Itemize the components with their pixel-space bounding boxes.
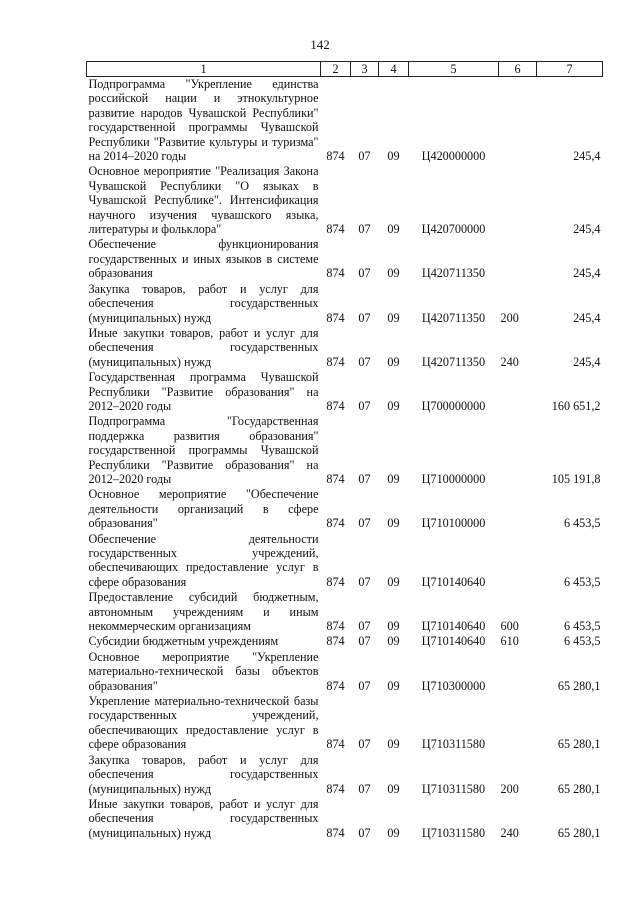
- row-amount-cell: 245,4: [573, 354, 601, 369]
- row-target-article-cell: Ц710311580: [421, 781, 486, 796]
- row-expense-type-cell: [499, 694, 537, 753]
- row-admin-cell: 874: [326, 516, 345, 531]
- row-subsection-cell: 09: [387, 574, 400, 589]
- row-name-cell: Основное мероприятие "Обеспечение деятельности организаций в сфере образования": [88, 487, 319, 531]
- row-target-article-cell: Ц420711350: [421, 354, 486, 369]
- row-amount-cell: 105 191,8: [551, 471, 601, 486]
- table-header: [87, 62, 603, 77]
- row-section-cell: 07: [358, 516, 371, 531]
- table-row: [87, 487, 603, 531]
- row-admin-cell: 874: [326, 266, 345, 281]
- row-expense-type-cell: [499, 237, 537, 281]
- row-target-article-cell: Ц710300000: [421, 678, 486, 693]
- row-section-cell: 07: [358, 634, 371, 649]
- row-name-cell: Субсидии бюджетным учреждениям: [88, 634, 279, 649]
- row-admin-cell: 874: [326, 678, 345, 693]
- row-target-article-cell: Ц420700000: [421, 222, 486, 237]
- row-admin-cell: 874: [326, 574, 345, 589]
- row-target-article-cell: Ц420711350: [421, 266, 486, 281]
- table-row: [87, 370, 603, 414]
- row-subsection-cell: 09: [387, 222, 400, 237]
- table-row: [87, 650, 603, 694]
- row-amount-cell: 65 280,1: [557, 737, 601, 752]
- row-subsection-cell: 09: [387, 678, 400, 693]
- row-subsection-cell: 09: [387, 619, 400, 634]
- row-name-cell: Основное мероприятие "Укрепление материально-технической базы объектов образования": [88, 649, 319, 693]
- row-subsection-cell: 09: [387, 825, 400, 840]
- row-amount-cell: 245,4: [573, 222, 601, 237]
- row-admin-cell: 874: [326, 737, 345, 752]
- table-row: [87, 634, 603, 649]
- row-expense-type-cell: [499, 532, 537, 591]
- row-target-article-cell: Ц700000000: [421, 398, 486, 413]
- row-subsection-cell: 09: [387, 781, 400, 796]
- row-name-cell: Иные закупки товаров, работ и услуг для обеспечения государственных (муниципальных) нужд: [88, 796, 319, 840]
- header-cell-subsection: 4: [379, 62, 409, 77]
- table-row: [87, 590, 603, 634]
- table-row: [87, 282, 603, 326]
- header-cell-section: 3: [351, 62, 379, 77]
- table-row: [87, 797, 603, 841]
- row-amount-cell: 245,4: [573, 310, 601, 325]
- row-target-article-cell: Ц710100000: [421, 516, 486, 531]
- row-name-cell: Укрепление материально-технической базы государственных учреждений, обеспечивающих предоставление услуг в сфере образования: [88, 694, 319, 752]
- header-cell-name: 1: [87, 62, 321, 77]
- row-section-cell: 07: [358, 471, 371, 486]
- row-target-article-cell: Ц710140640: [421, 574, 486, 589]
- row-admin-cell: 874: [326, 619, 345, 634]
- row-section-cell: 07: [358, 781, 371, 796]
- row-section-cell: 07: [358, 737, 371, 752]
- row-subsection-cell: 09: [387, 516, 400, 531]
- table-row: [87, 414, 603, 487]
- row-name-cell: Основное мероприятие "Реализация Закона Чувашской Республики "О языках в Чувашской Республике". Интенсификация научного изучения чувашского языка, литературы и фольклора": [88, 164, 319, 237]
- budget-table: [86, 61, 603, 841]
- row-expense-type-cell: [499, 164, 537, 237]
- row-expense-type-cell: 240: [500, 354, 519, 369]
- row-admin-cell: 874: [326, 149, 345, 164]
- row-subsection-cell: 09: [387, 310, 400, 325]
- row-target-article-cell: Ц710311580: [421, 825, 486, 840]
- row-target-article-cell: Ц710000000: [421, 471, 486, 486]
- row-expense-type-cell: 600: [500, 619, 519, 634]
- row-section-cell: 07: [358, 354, 371, 369]
- header-row: [87, 62, 603, 77]
- row-admin-cell: 874: [326, 825, 345, 840]
- row-expense-type-cell: [499, 77, 537, 165]
- row-target-article-cell: Ц710140640: [421, 634, 486, 649]
- header-cell-target-article: 5: [409, 62, 499, 77]
- row-name-cell: Закупка товаров, работ и услуг для обеспечения государственных (муниципальных) нужд: [88, 752, 319, 796]
- row-subsection-cell: 09: [387, 634, 400, 649]
- row-subsection-cell: 09: [387, 266, 400, 281]
- table-row: [87, 326, 603, 370]
- row-amount-cell: 245,4: [573, 266, 601, 281]
- table-row: [87, 694, 603, 753]
- row-section-cell: 07: [358, 222, 371, 237]
- header-cell-admin: 2: [321, 62, 351, 77]
- row-target-article-cell: Ц710311580: [421, 737, 486, 752]
- row-name-cell: Обеспечение функционирования государственных и иных языков в системе образования: [88, 237, 319, 281]
- row-amount-cell: 65 280,1: [557, 825, 601, 840]
- row-admin-cell: 874: [326, 634, 345, 649]
- row-subsection-cell: 09: [387, 737, 400, 752]
- row-section-cell: 07: [358, 825, 371, 840]
- row-section-cell: 07: [358, 149, 371, 164]
- row-section-cell: 07: [358, 678, 371, 693]
- row-expense-type-cell: [499, 414, 537, 487]
- row-name-cell: Иные закупки товаров, работ и услуг для обеспечения государственных (муниципальных) нужд: [88, 325, 319, 369]
- row-expense-type-cell: 200: [500, 310, 519, 325]
- row-name-cell: Закупка товаров, работ и услуг для обеспечения государственных (муниципальных) нужд: [88, 281, 319, 325]
- header-cell-amount: 7: [537, 62, 603, 77]
- row-section-cell: 07: [358, 574, 371, 589]
- row-section-cell: 07: [358, 266, 371, 281]
- row-section-cell: 07: [358, 398, 371, 413]
- row-admin-cell: 874: [326, 222, 345, 237]
- row-amount-cell: 65 280,1: [557, 781, 601, 796]
- table-row: [87, 237, 603, 281]
- row-amount-cell: 245,4: [573, 149, 601, 164]
- table-row: [87, 532, 603, 591]
- row-amount-cell: 6 453,5: [563, 574, 601, 589]
- row-section-cell: 07: [358, 310, 371, 325]
- row-amount-cell: 65 280,1: [557, 678, 601, 693]
- row-expense-type-cell: [499, 650, 537, 694]
- row-expense-type-cell: [499, 487, 537, 531]
- row-expense-type-cell: 240: [500, 825, 519, 840]
- row-section-cell: 07: [358, 619, 371, 634]
- row-name-cell: Подпрограмма "Государственная поддержка развития образования" государственной программы Чувашской Республики "Развитие образования" на 2012–2020 годы: [88, 414, 319, 486]
- row-expense-type-cell: [499, 370, 537, 414]
- row-amount-cell: 6 453,5: [563, 634, 601, 649]
- table-row: [87, 753, 603, 797]
- row-admin-cell: 874: [326, 398, 345, 413]
- row-subsection-cell: 09: [387, 471, 400, 486]
- row-amount-cell: 6 453,5: [563, 619, 601, 634]
- table-body: [87, 77, 603, 842]
- row-expense-type-cell: 200: [500, 781, 519, 796]
- row-admin-cell: 874: [326, 471, 345, 486]
- table-row: [87, 164, 603, 237]
- row-name-cell: Подпрограмма "Укрепление единства российской нации и этнокультурное развитие народов Чувашской Республики" государственной программы Чувашской Республики "Развитие культуры и туризма" на 2014–2020 годы: [88, 77, 319, 164]
- row-admin-cell: 874: [326, 354, 345, 369]
- row-admin-cell: 874: [326, 310, 345, 325]
- row-name-cell: Государственная программа Чувашской Республики "Развитие образования" на 2012–2020 годы: [88, 370, 319, 413]
- row-target-article-cell: Ц710140640: [421, 619, 486, 634]
- row-subsection-cell: 09: [387, 398, 400, 413]
- row-amount-cell: 160 651,2: [551, 398, 601, 413]
- table-row: [87, 77, 603, 165]
- row-name-cell: Обеспечение деятельности государственных учреждений, обеспечивающих предоставление услуг в сфере образования: [88, 531, 319, 589]
- row-target-article-cell: Ц420711350: [421, 310, 486, 325]
- row-name-cell: Предоставление субсидий бюджетным, автономным учреждениям и иным некоммерческим организациям: [88, 590, 319, 634]
- row-expense-type-cell: 610: [500, 634, 519, 649]
- row-target-article-cell: Ц420000000: [421, 149, 486, 164]
- row-subsection-cell: 09: [387, 354, 400, 369]
- header-cell-expense-type: 6: [499, 62, 537, 77]
- row-admin-cell: 874: [326, 781, 345, 796]
- row-amount-cell: 6 453,5: [563, 516, 601, 531]
- page-number: 142: [310, 37, 330, 52]
- row-subsection-cell: 09: [387, 149, 400, 164]
